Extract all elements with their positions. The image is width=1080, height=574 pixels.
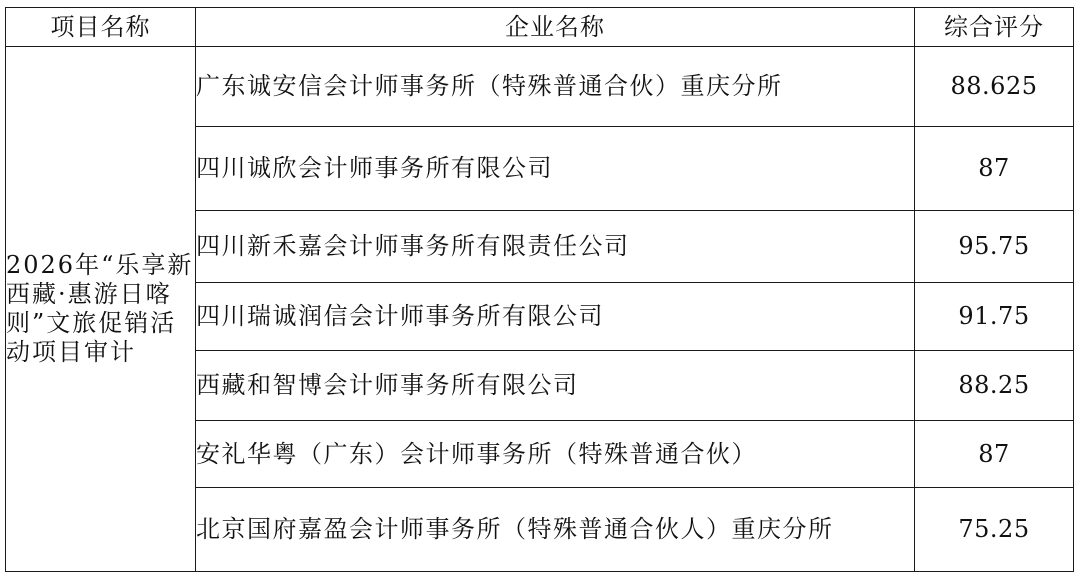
company-name-cell: 广东诚安信会计师事务所（特殊普通合伙）重庆分所 [196, 47, 915, 127]
header-composite-score: 综合评分 [915, 8, 1074, 47]
score-cell: 95.75 [915, 211, 1074, 283]
header-row [6, 8, 1074, 47]
company-name-cell: 西藏和智博会计师事务所有限公司 [196, 351, 915, 421]
score-cell: 88.25 [915, 351, 1074, 421]
score-cell: 87 [915, 421, 1074, 488]
score-cell: 91.75 [915, 283, 1074, 351]
company-name-cell: 四川瑞诚润信会计师事务所有限公司 [196, 283, 915, 351]
company-name-cell: 四川新禾嘉会计师事务所有限责任公司 [196, 211, 915, 283]
header-company-name: 企业名称 [196, 8, 915, 47]
project-name-cell: 2026年“乐享新西藏·惠游日喀则”文旅促销活动项目审计 [6, 47, 196, 572]
table-row [6, 47, 1074, 127]
score-cell: 87 [915, 127, 1074, 211]
company-name-cell: 四川诚欣会计师事务所有限公司 [196, 127, 915, 211]
company-name-cell: 安礼华粤（广东）会计师事务所（特殊普通合伙） [196, 421, 915, 488]
score-cell: 75.25 [915, 488, 1074, 572]
evaluation-results-table [5, 7, 1074, 572]
company-name-cell: 北京国府嘉盈会计师事务所（特殊普通合伙人）重庆分所 [196, 488, 915, 572]
score-cell: 88.625 [915, 47, 1074, 127]
header-project-name: 项目名称 [6, 8, 196, 47]
